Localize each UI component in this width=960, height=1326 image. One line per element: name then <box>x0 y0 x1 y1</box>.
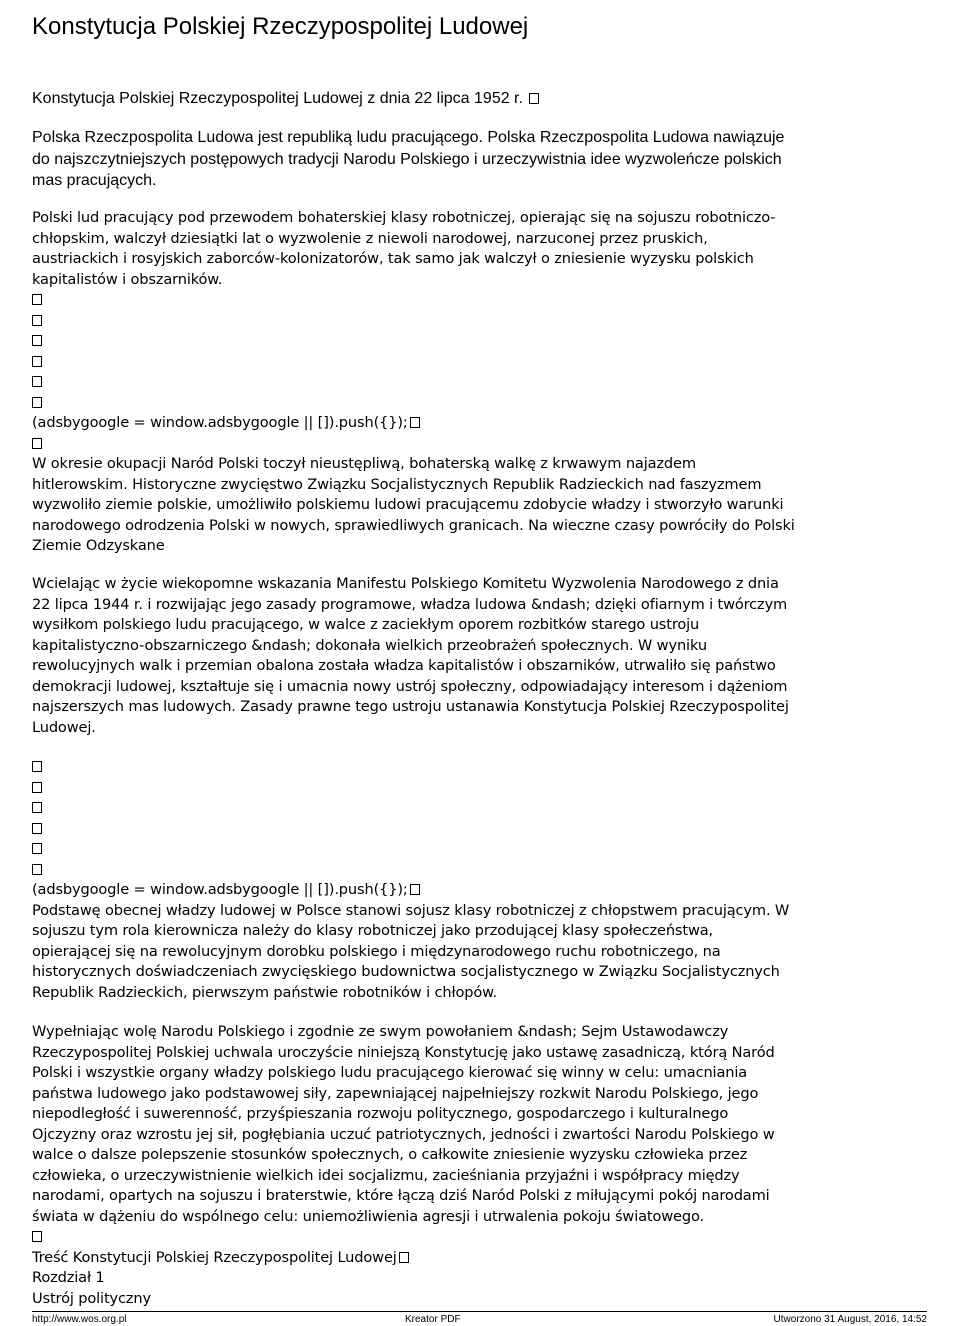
paragraph-line: walce o dalsze polepszenie stosunków społecznych, o całkowite zniesienie wyzysku człowieka przez <box>32 1146 748 1163</box>
ad-code-line <box>32 880 937 901</box>
missing-glyph-icon <box>32 356 42 367</box>
missing-glyph-icon <box>32 864 42 875</box>
paragraph-line: Rzeczypospolitej Polskiej uchwala uroczyście niniejszą Konstytucję jako ustawę zasadniczą, którą Naród <box>32 1043 775 1061</box>
missing-glyph-icon <box>32 802 42 813</box>
paragraph-line: Wypełniając wolę Narodu Polskiego i zgodnie ze swym powołaniem &ndash; Sejm Ustawodawczy <box>32 1023 729 1040</box>
missing-glyph-line <box>32 860 937 881</box>
paragraph-line: najszerszych mas ludowych. Zasady prawne tego ustroju ustanawia Konstytucja Polskiej Rzeczypospolitej <box>32 698 789 715</box>
missing-glyph-icon <box>32 843 42 854</box>
preamble-block-4 <box>32 1022 937 1309</box>
paragraph-line: sojuszu tym rola kierownicza należy do klasy robotniczej jako przodującej klasy społeczeństwa, <box>32 922 714 939</box>
page-footer <box>32 1311 927 1326</box>
missing-glyph-icon <box>32 335 42 346</box>
paragraph-line: kapitalistów i obszarników. <box>32 270 223 288</box>
paragraph-line: Wcielając w życie wiekopomne wskazania Manifestu Polskiego Komitetu Wyzwolenia Narodowego z dnia <box>32 575 779 592</box>
ad-code-text: (adsbygoogle = window.adsbygoogle || []).push({}); <box>32 414 408 431</box>
missing-glyph-icon <box>32 761 42 772</box>
paragraph-line: Polski i wszystkie organy władzy polskiego ludu pracującego kierować się winny w celu: umacniania <box>32 1064 748 1081</box>
paragraph-line: Ojczyzny oraz wzrostu jej sił, pogłębiania uczuć patriotycznych, jedności i zwartości Narodu Polskiego w <box>32 1125 775 1143</box>
missing-glyph-line <box>32 434 937 455</box>
paragraph-line: 22 lipca 1944 r. i rozwijając jego zasady programowe, władza ludowa &ndash; dzięki ofiarnym i twórczym <box>32 595 788 613</box>
missing-glyph-line <box>32 393 937 414</box>
missing-glyph-line <box>32 372 937 393</box>
footer-created-date: Utworzono 31 August, 2016, 14:52 <box>773 1314 927 1325</box>
missing-glyph-icon <box>410 417 420 428</box>
paragraph-line: demokracji ludowej, kształtuje się i umacnia nowy ustrój społeczny, odpowiadający interesom i dążeniom <box>32 677 788 695</box>
missing-glyph-icon <box>32 782 42 793</box>
paragraph-line: narodowego odrodzenia Polski w nowych, sprawiedliwych granicach. Na wieczne czasy powróciły do Polski <box>32 516 795 534</box>
paragraph-line: Ziemie Odzyskane <box>32 537 165 554</box>
paragraph-line: rewolucyjnych walk i przemian obalona została władza kapitalistów i obszarników, utrwaliło się państwo <box>32 657 776 674</box>
missing-glyph-icon <box>529 93 539 104</box>
paragraph-line: niepodległość i suwerenność, przyśpieszania rozwoju politycznego, gospodarczego i kulturalnego <box>32 1105 729 1122</box>
paragraph-line: W okresie okupacji Naród Polski toczył nieustępliwą, bohaterską walkę z krwawym najazdem <box>32 455 696 472</box>
page-title: Konstytucja Polskiej Rzeczypospolitej Ludowej <box>32 13 529 40</box>
paragraph-line: świata w dążeniu do wspólnego celu: uniemożliwienia agresji i utrwalenia pokoju światowego. <box>32 1207 704 1225</box>
footer-creator: Kreator PDF <box>405 1314 461 1325</box>
missing-glyph-icon <box>32 397 42 408</box>
preamble-block-3 <box>32 757 937 1003</box>
missing-glyph-line <box>32 352 937 373</box>
paragraph-line: wyzwoliło ziemie polskie, umożliwiło polskiemu ludowi pracującemu zdobycie władzy i stworzyło warunki <box>32 496 784 513</box>
missing-glyph-line <box>32 778 937 799</box>
paragraph-line: austriackich i rosyjskich zaborców-kolonizatorów, tak samo jak walczył o zniesienie wyzysku polskich <box>32 250 754 267</box>
missing-glyph-icon <box>32 438 42 449</box>
footer-url-link[interactable]: http://www.wos.org.pl <box>32 1314 127 1325</box>
ad-code-line <box>32 413 937 434</box>
preamble-block-2 <box>32 574 937 738</box>
chapter-label: Rozdział 1 <box>32 1269 105 1286</box>
missing-glyph-icon <box>410 884 420 895</box>
paragraph-line: hitlerowskim. Historyczne zwycięstwo Związku Socjalistycznych Republik Radzieckich nad faszyzmem <box>32 475 762 493</box>
missing-glyph-line <box>32 798 937 819</box>
paragraph-line: chłopskim, walczył dziesiątki lat o wyzwolenie z niewoli narodowej, narzuconej przez pruskich, <box>32 229 708 247</box>
document-subtitle-text: Konstytucja Polskiej Rzeczypospolitej Ludowej z dnia 22 lipca 1952 r. <box>32 90 523 107</box>
missing-glyph-icon <box>399 1252 409 1263</box>
missing-glyph-line <box>32 757 937 778</box>
missing-glyph-icon <box>32 315 42 326</box>
chapter-title: Ustrój polityczny <box>32 1289 151 1307</box>
missing-glyph-line <box>32 1227 937 1248</box>
missing-glyph-line <box>32 331 937 352</box>
missing-glyph-line <box>32 290 937 311</box>
missing-glyph-icon <box>32 294 42 305</box>
paragraph-line: człowieka, o urzeczywistnienie wielkich idei socjalizmu, zacieśniania przyjaźni i współpracy między <box>32 1166 740 1184</box>
intro-line: Polska Rzeczpospolita Ludowa jest republiką ludu pracującego. Polska Rzeczpospolita Ludowa nawiązuje <box>32 129 785 146</box>
intro-paragraph <box>32 127 937 192</box>
missing-glyph-icon <box>32 823 42 834</box>
paragraph-line: Podstawę obecnej władzy ludowej w Polsce stanowi sojusz klasy robotniczej z chłopstwem pracującym. W <box>32 901 790 919</box>
paragraph-line: opierającej się na rewolucyjnym dorobku polskiego i międzynarodowego ruchu robotniczego, na <box>32 942 721 960</box>
paragraph-line: kapitalistyczno-obszarniczego &ndash; dokonała wielkich przeobrażeń społecznych. W wyniku <box>32 636 707 654</box>
paragraph-line: Republik Radzieckich, pierwszym państwie robotników i chłopów. <box>32 983 498 1001</box>
paragraph-line: narodami, opartych na sojuszu i braterstwie, które łączą dziś Naród Polski z miłującymi pokój narodami <box>32 1187 770 1204</box>
paragraph-line: historycznych doświadczeniach zwycięskiego budownictwa socjalistycznego w Związku Socjalistycznych <box>32 963 780 980</box>
paragraph-line: państwa ludowego jako podstawowej siły, zapewniającej najpełniejszy rozkwit Narodu Polskiego, jego <box>32 1084 759 1102</box>
paragraph-line: wysiłkom polskiego ludu pracującego, w walce z zaciekłym oporem rozbitków starego ustroju <box>32 616 700 633</box>
paragraph-line: Ludowej. <box>32 718 96 736</box>
missing-glyph-line <box>32 311 937 332</box>
ad-code-text: (adsbygoogle = window.adsbygoogle || []).push({}); <box>32 881 408 898</box>
intro-line: do najszczytniejszych postępowych tradycji Narodu Polskiego i urzeczywistnia idee wyzwoleńcze polskich <box>32 150 782 168</box>
missing-glyph-icon <box>32 376 42 387</box>
preamble-block-1 <box>32 208 937 557</box>
content-heading <box>32 1248 937 1269</box>
missing-glyph-line <box>32 839 937 860</box>
document-subtitle <box>32 88 937 110</box>
content-heading-text: Treść Konstytucji Polskiej Rzeczypospolitej Ludowej <box>32 1248 397 1266</box>
missing-glyph-icon <box>32 1231 42 1242</box>
paragraph-line: Polski lud pracujący pod przewodem bohaterskiej klasy robotniczej, opierając się na sojuszu robotniczo- <box>32 209 776 226</box>
missing-glyph-line <box>32 819 937 840</box>
intro-line: mas pracujących. <box>32 172 157 189</box>
